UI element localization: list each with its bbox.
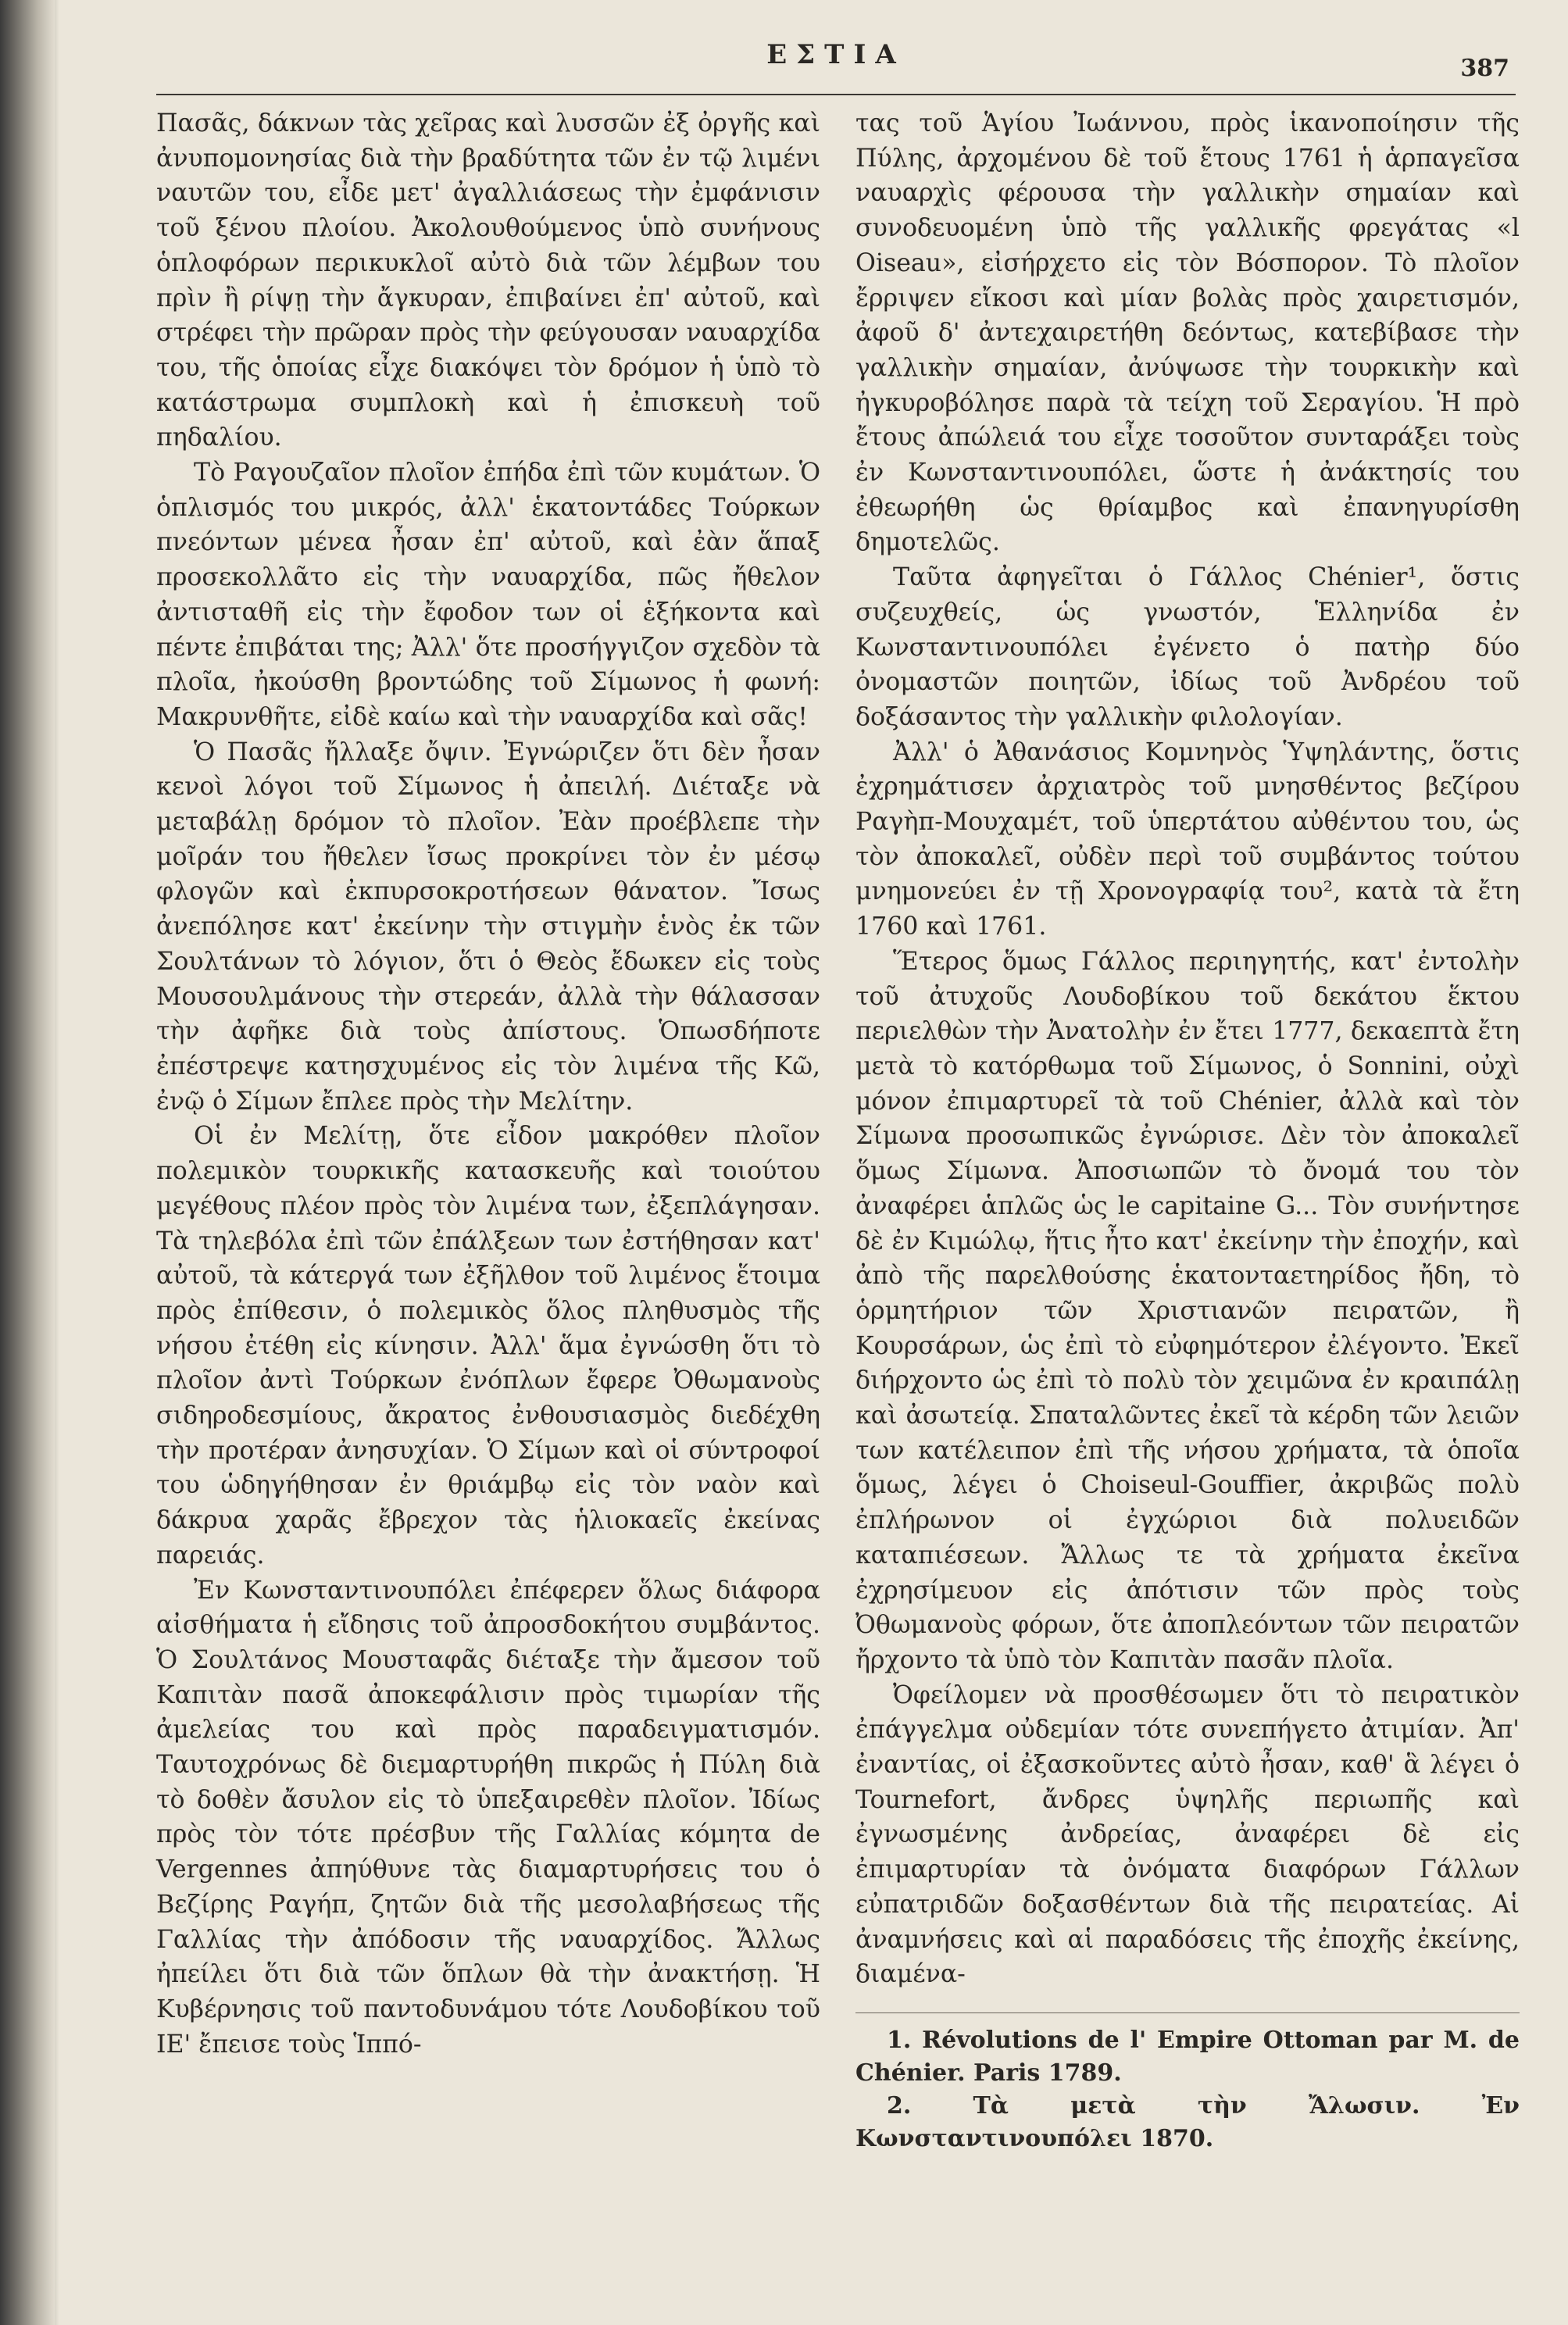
paragraph: Ἀλλ' ὁ Ἀθανάσιος Κομνηνὸς Ὑψηλάντης, ὅστις ἐχρημάτισεν ἀρχιατρὸς τοῦ μνησθέντος βεζίρου Ραγὴπ-Μουχαμέτ, τοῦ ὑπερτάτου αὐθέντου του, ὡς τὸν ἀποκαλεῖ, οὐδὲν περὶ τοῦ συμβάντος τούτου μνημονεύει ἐν τῇ Χρονογραφίᾳ του², κατὰ τὰ ἔτη 1760 καὶ 1761. (855, 738, 1520, 941)
paragraph: Οἱ ἐν Μελίτῃ, ὅτε εἶδον μακρόθεν πλοῖον πολεμικὸν τουρκικῆς κατασκευῆς καὶ τοιούτου μεγέθους πλέον πρὸς τὸν λιμένα των, ἐξεπλάγησαν. Τὰ τηλεβόλα ἐπὶ τῶν ἐπάλξεων των ἐστήθησαν κατ' αὐτοῦ, τὰ κάτεργά των ἐξῆλθον τοῦ λιμένος ἕτοιμα πρὸς ἐπίθεσιν, ὁ πολεμικὸς ὅλος πληθυσμὸς τῆς νήσου ἐτέθη εἰς κίνησιν. Ἀλλ' ἅμα ἐγνώσθη ὅτι τὸ πλοῖον ἀντὶ Τούρκων ἐνόπλων ἔφερε Ὀθωμανοὺς σιδηροδεσμίους, ἄκρατος ἐνθουσιασμὸς διεδέχθη τὴν προτέραν ἀνησυχίαν. Ὁ Σίμων καὶ οἱ σύντροφοί του ὡδηγήθησαν ἐν θριάμβῳ εἰς τὸν ναὸν καὶ δάκρυα χαρᾶς ἔβρεχον τὰς ἡλιοκαεῖς ἐκείνας παρειάς. (156, 1122, 820, 1570)
running-head: ΕΣΤΙΑ (766, 39, 905, 70)
footnote-1: 1. Révolutions de l' Empire Ottoman par M. de Chénier. Paris 1789. (855, 2026, 1520, 2087)
footnote-2: 2. Τὰ μετὰ τὴν Ἄλωσιν. Ἐν Κωνσταντινουπόλει 1870. (855, 2091, 1520, 2152)
paragraph: Ὁ Πασᾶς ἤλλαξε ὄψιν. Ἐγνώριζεν ὅτι δὲν ἦσαν κενοὶ λόγοι τοῦ Σίμωνος ἡ ἀπειλή. Διέταξε νὰ μεταβάλῃ δρόμον τὸ πλοῖον. Ἐὰν προέβλεπε τὴν μοῖράν του ἤθελεν ἴσως προκρίνει τὸν ἐν μέσῳ φλογῶν καὶ ἐκπυρσοκροτήσεων θάνατον. Ἴσως ἀνεπόλησε κατ' ἐκείνην τὴν στιγμὴν ἑνὸς ἐκ τῶν Σουλτάνων τὸ λόγιον, ὅτι ὁ Θεὸς ἔδωκεν εἰς τοὺς Μουσουλμάνους τὴν στερεάν, ἀλλὰ τὴν θάλασσαν τὴν ἀφῆκε διὰ τοὺς ἀπίστους. Ὁπωσδήποτε ἐπέστρεψε κατησχυμένος εἰς τὸν λιμένα τῆς Κῶ, ἐνῷ ὁ Σίμων ἔπλεε πρὸς τὴν Μελίτην. (156, 738, 820, 1116)
paragraph: Ταῦτα ἀφηγεῖται ὁ Γάλλος Chénier¹, ὅστις συζευχθείς, ὡς γνωστόν, Ἑλληνίδα ἐν Κωνσταντινουπόλει ἐγένετο ὁ πατὴρ δύο ὀνομαστῶν ποιητῶν, ἰδίως τοῦ Ἀνδρέου τοῦ δοξάσαντος τὴν γαλλικὴν φιλολογίαν. (855, 563, 1520, 731)
paragraph: τας τοῦ Ἁγίου Ἰωάννου, πρὸς ἱκανοποίησιν τῆς Πύλης, ἀρχομένου δὲ τοῦ ἔτους 1761 ἡ ἁρπαγεῖσα ναυαρχὶς φέρουσα τὴν γαλλικὴν σημαίαν καὶ συνοδευομένη ὑπὸ τῆς γαλλικῆς φρεγάτας «l Oiseau», εἰσήρχετο εἰς τὸν Βόσπορον. Τὸ πλοῖον ἔρριψεν εἴκοσι καὶ μίαν βολὰς πρὸς χαιρετισμόν, ἀφοῦ δ' ἀντεχαιρετήθη δεόντως, κατεβίβασε τὴν γαλλικὴν σημαίαν, ἀνύψωσε τὴν τουρκικὴν καὶ ἠγκυροβόλησε παρὰ τὰ τείχη τοῦ Σεραγίου. Ἡ πρὸ ἔτους ἀπώλειά του εἶχε τοσοῦτον συνταράξει τοὺς ἐν Κωνσταντινουπόλει, ὥστε ἡ ἀνάκτησίς του ἐθεωρήθη ὡς θρίαμβος καὶ ἐπανηγυρίσθη δημοτελῶς. (855, 109, 1520, 557)
page-number: 387 (1460, 55, 1509, 82)
right-column (855, 106, 1520, 2155)
text-columns (156, 106, 1520, 2297)
page-header (156, 31, 1516, 95)
left-column (156, 106, 820, 2062)
book-spine-shadow (0, 0, 55, 2325)
paragraph: Ὀφείλομεν νὰ προσθέσωμεν ὅτι τὸ πειρατικὸν ἐπάγγελμα οὐδεμίαν τότε συνεπήγετο ἀτιμίαν. Ἀπ' ἐναντίας, οἱ ἐξασκοῦντες αὐτὸ ἦσαν, καθ' ἃ λέγει ὁ Tournefort, ἄνδρες ὑψηλῆς περιωπῆς καὶ ἐγνωσμένης ἀνδρείας, ἀναφέρει δὲ εἰς ἐπιμαρτυρίαν τὰ ὀνόματα διαφόρων Γάλλων εὐπατριδῶν δοξασθέντων διὰ τῆς πειρατείας. Αἱ ἀναμνήσεις καὶ αἱ παραδόσεις τῆς ἐποχῆς ἐκείνης, διαμένα- (855, 1680, 1520, 1989)
paragraph: Πασᾶς, δάκνων τὰς χεῖρας καὶ λυσσῶν ἐξ ὀργῆς καὶ ἀνυπομονησίας διὰ τὴν βραδύτητα τῶν ἐν τῷ λιμένι ναυτῶν του, εἶδε μετ' ἀγαλλιάσεως τὴν ἐμφάνισιν τοῦ ξένου πλοίου. Ἀκολουθούμενος ὑπὸ συνήνους ὁπλοφόρων περικυκλοῖ αὐτὸ διὰ τῶν λέμβων του πρὶν ἢ ρίψῃ τὴν ἄγκυραν, ἐπιβαίνει ἐπ' αὐτοῦ, καὶ στρέφει τὴν πρῶραν πρὸς τὴν φεύγουσαν ναυαρχίδα του, τῆς ὁποίας εἶχε διακόψει τὸν δρόμον ἡ ὑπὸ τὸ κατάστρωμα συμπλοκὴ καὶ ἡ ἐπισκευὴ τοῦ πηδαλίου. (156, 109, 820, 452)
paragraph: Τὸ Ραγουζαῖον πλοῖον ἐπήδα ἐπὶ τῶν κυμάτων. Ὁ ὁπλισμός του μικρός, ἀλλ' ἑκατοντάδες Τούρκων πνεόντων μένεα ἦσαν ἐπ' αὐτοῦ, καὶ ἐὰν ἅπαξ προσεκολλᾶτο εἰς τὴν ναυαρχίδα, πῶς ἤθελον ἀντισταθῆ εἰς τὴν ἔφοδον των οἱ ἑξήκοντα καὶ πέντε ἐπιβάται της; Ἀλλ' ὅτε προσήγγιζον σχεδὸν τὰ πλοῖα, ἠκούσθη βροντώδης τοῦ Σίμωνος ἡ φωνή: Μακρυνθῆτε, εἰδὲ καίω καὶ τὴν ναυαρχίδα καὶ σᾶς! (156, 459, 820, 731)
journal-page (156, 31, 1520, 2297)
gutter-edge (55, 0, 59, 2325)
paragraph: Ἕτερος ὅμως Γάλλος περιηγητής, κατ' ἐντολὴν τοῦ ἀτυχοῦς Λουδοβίκου τοῦ δεκάτου ἕκτου περιελθὼν τὴν Ἀνατολὴν ἐν ἔτει 1777, δεκαεπτὰ ἔτη μετὰ τὸ κατόρθωμα τοῦ Σίμωνος, ὁ Sonnini, οὐχὶ μόνον ἐπιμαρτυρεῖ τὰ τοῦ Chénier, ἀλλὰ καὶ τὸν Σίμωνα προσωπικῶς ἐγνώρισε. Δὲν τὸν ἀποκαλεῖ ὅμως Σίμωνα. Ἀποσιωπῶν τὸ ὄνομά του τὸν ἀναφέρει ἁπλῶς ὡς le capitaine G... Τὸν συνήντησε δὲ ἐν Κιμώλῳ, ἥτις ἦτο κατ' ἐκείνην τὴν ἐποχήν, καὶ ἀπὸ τῆς παρελθούσης ἑκατονταετηρίδος ἤδη, τὸ ὁρμητήριον τῶν Χριστιανῶν πειρατῶν, ἢ Κουρσάρων, ὡς ἐπὶ τὸ εὐφημότερον ἐλέγοντο. Ἐκεῖ διήρχοντο ὡς ἐπὶ τὸ πολὺ τὸν χειμῶνα ἐν κραιπάλῃ καὶ ἀσωτείᾳ. Σπαταλῶντες ἐκεῖ τὰ κέρδη τῶν λειῶν των κατέλειπον ἐπὶ τῆς νήσου χρήματα, τὰ ὁποῖα ὅμως, λέγει ὁ Choiseul-Gouffier, ἀκριβῶς πολὺ ἐπλήρωνον οἱ ἐγχώριοι διὰ πολυειδῶν καταπιέσεων. Ἄλλως τε τὰ χρήματα ἐκεῖνα ἐχρησίμευον εἰς ἀπότισιν τῶν πρὸς τοὺς Ὀθωμανοὺς φόρων, ὅτε ἀποπλεόντων τῶν πειρατῶν ἤρχοντο τὰ ὑπὸ τὸν Καπιτὰν πασᾶν πλοῖα. (855, 947, 1520, 1674)
paragraph: Ἐν Κωνσταντινουπόλει ἐπέφερεν ὅλως διάφορα αἰσθήματα ἡ εἴδησις τοῦ ἀπροσδοκήτου συμβάντος. Ὁ Σουλτάνος Μουσταφᾶς διέταξε τὴν ἄμεσον τοῦ Καπιτὰν πασᾶ ἀποκεφάλισιν πρὸς τιμωρίαν τῆς ἀμελείας του καὶ πρὸς παραδειγματισμόν. Ταυτοχρόνως δὲ διεμαρτυρήθη πικρῶς ἡ Πύλη διὰ τὸ δοθὲν ἄσυλον εἰς τὸ ὑπεξαιρεθὲν πλοῖον. Ἰδίως πρὸς τὸν τότε πρέσβυν τῆς Γαλλίας κόμητα de Vergennes ἀπηύθυνε τὰς διαμαρτυρήσεις του ὁ Βεζίρης Ραγήπ, ζητῶν διὰ τῆς μεσολαβήσεως τῆς Γαλλίας τὴν ἀπόδοσιν τῆς ναυαρχίδος. Ἄλλως ἠπείλει ὅτι διὰ τῶν ὅπλων θὰ τὴν ἀνακτήσῃ. Ἡ Κυβέρνησις τοῦ παντοδυνάμου τότε Λουδοβίκου τοῦ ΙΕ' ἔπεισε τοὺς Ἱππό- (156, 1576, 820, 2059)
footnotes (855, 2012, 1520, 2155)
